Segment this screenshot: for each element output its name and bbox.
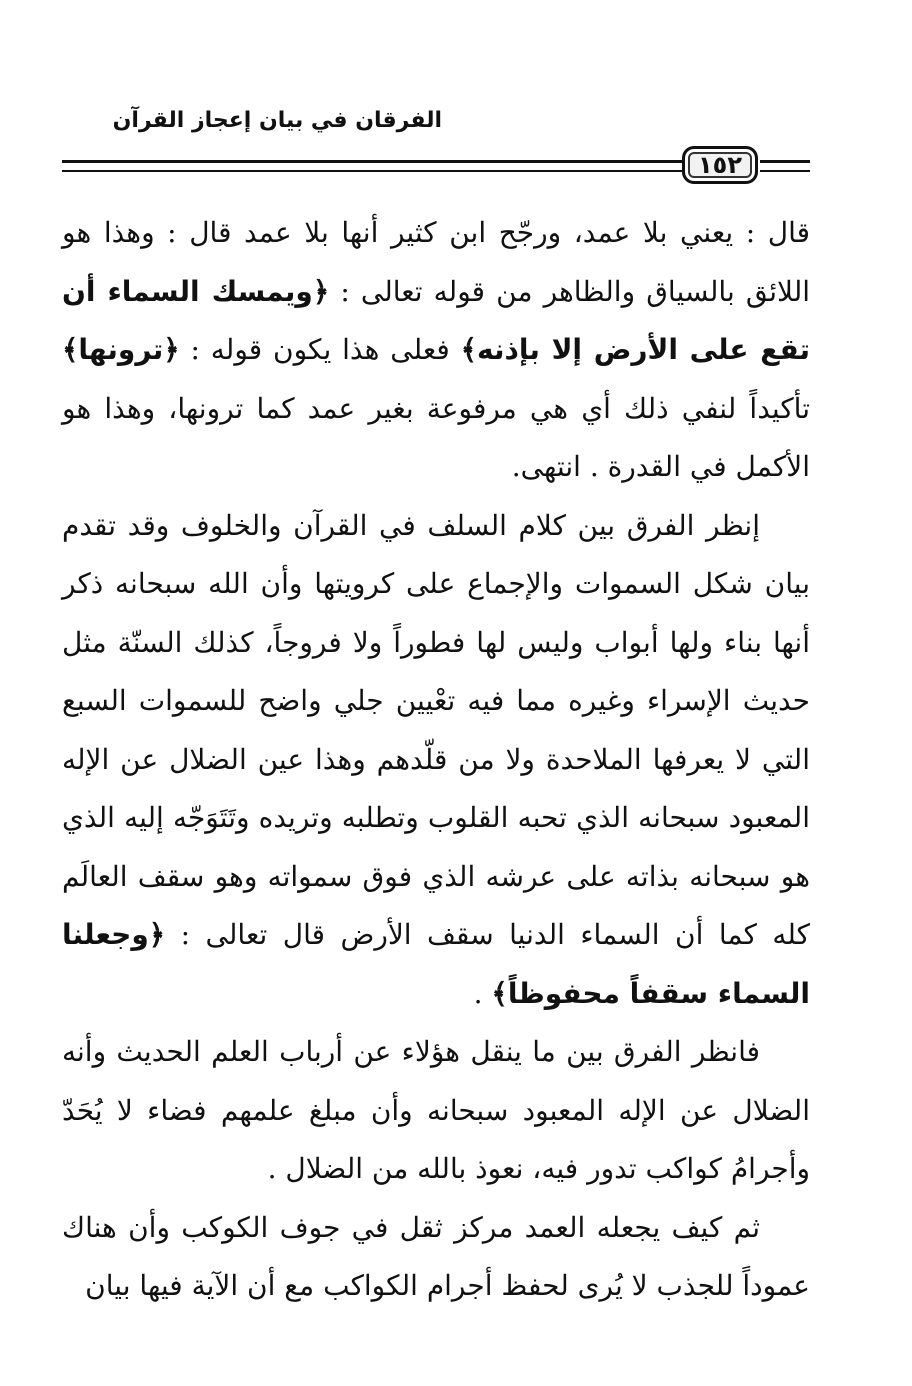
text-segment: فعلى هذا يكون قوله : [179, 333, 461, 366]
header-rule-line [62, 160, 682, 163]
header-rule [62, 146, 810, 190]
header-rule-line [760, 170, 810, 172]
paragraph [62, 497, 810, 1024]
body-text [62, 204, 810, 1316]
text-segment: فانظر الفرق بين ما ينقل هؤلاء عن أرباب العلم الحديث وأنه الضلال عن الإله المعبود سبحانه وأن مبلغ علمهم فضاء لا يُحَدّ وأجرامُ كواكب تدور فيه، نعوذ بالله من الضلال . [62, 1035, 810, 1185]
text-segment: ثم كيف يجعله العمد مركز ثقل في جوف الكوكب وأن هناك عموداً للجذب لا يُرى لحفظ أجرام الكواكب مع أن الآية فيها بيان [62, 1210, 810, 1302]
header-rule-line [760, 160, 810, 163]
header-rule-line [62, 170, 682, 172]
page-number-badge: ١٥٢ [682, 146, 758, 184]
text-segment: . [473, 976, 492, 1010]
quran-verse: ﴿وجعلنا السماء سقفاً محفوظاً﴾ [62, 918, 810, 1010]
quran-verse: ﴿ترونها﴾ [62, 333, 180, 366]
paragraph [62, 204, 810, 497]
paragraph [62, 1199, 810, 1316]
paragraph [62, 1023, 810, 1199]
quran-verse: ﴿ويمسك السماء أن تقع على الأرض إلا بإذنه﴾ [62, 274, 810, 366]
text-segment: تأكيداً لنفي ذلك أي هي مرفوعة بغير عمد كما ترونها، وهذا هو الأكمل في القدرة . انتهى. [62, 391, 810, 483]
text-segment: قال : يعني بلا عمد، ورجّح ابن كثير أنها بلا عمد قال : وهذا هو اللائق بالسياق والظاهر من قوله تعالى : [62, 216, 811, 308]
text-segment: إنظر الفرق بين كلام السلف في القرآن والخلوف وقد تقدم بيان شكل السموات والإجماع على كرويتها وأن الله سبحانه ذكر أنها بناء ولها أبواب وليس لها فطوراً ولا فروجاً، كذلك السنّة مثل حديث الإسراء وغيره مما فيه تعْيين جلي واضح للسموات السبع التي لا يعرفها الملاحدة ولا من قلّدهم وهذا عين الضلال عن الإله المعبود سبحانه الذي تحبه القلوب وتطلبه وتريده وتَتَوَجّه إليه الذي هو سبحانه بذاته على عرشه الذي فوق سمواته وهو سقف العالَم كله كما أن السماء الدنيا سقف الأرض قال تعالى : [62, 508, 810, 951]
running-head-title: الفرقان في بيان إعجاز القرآن [112, 108, 442, 133]
